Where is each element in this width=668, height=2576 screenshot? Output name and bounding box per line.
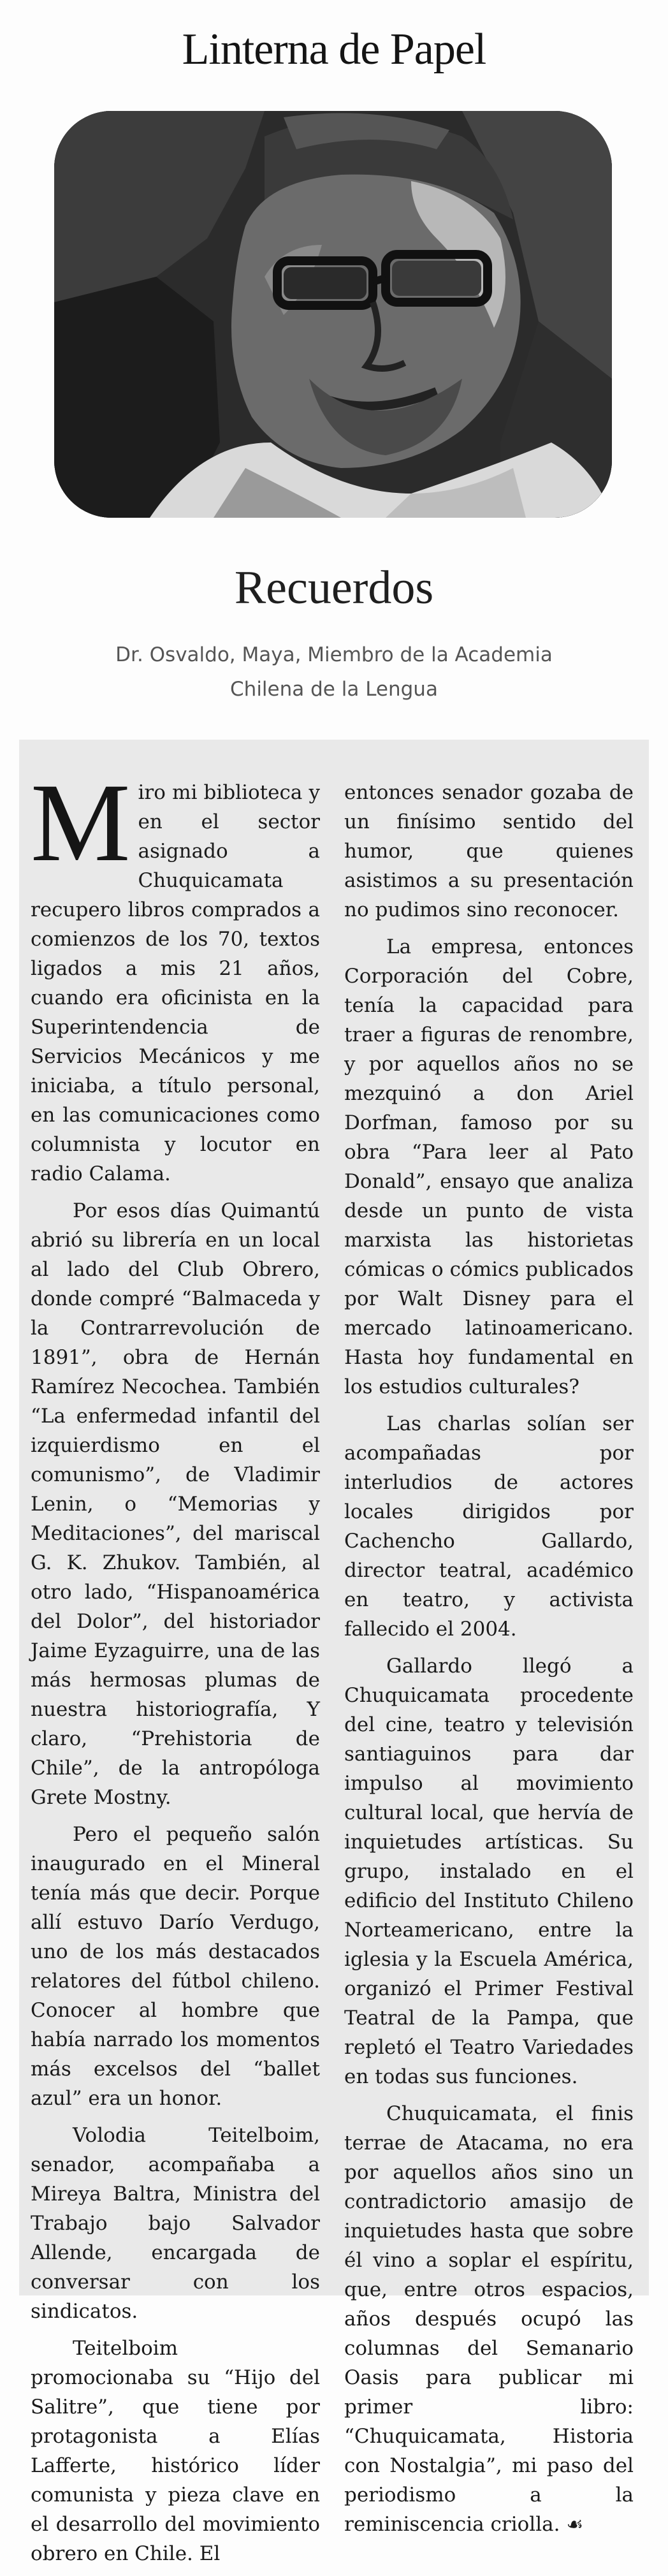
article-paragraph: Pero el pequeño salón inaugurado en el Mineral tenía más que decir. Porque allí estuvo Darío Verdugo, uno de los más destacados relatores del fútbol chileno. Conocer al hombre que había narrado los momentos más excelsos del “ballet azul” era un honor. — [31, 1823, 320, 2110]
end-mark-icon: ☙ — [566, 2514, 584, 2536]
article-byline: Dr. Osvaldo, Maya, Miembro de la Academia Chilena de la Lengua — [115, 643, 553, 701]
article-column-left — [31, 761, 320, 2576]
article-paragraph: Miro mi biblioteca y en el sector asignado a Chuquicamata recupero libros comprados a comienzos de los 70, textos ligados a mis 21 años, cuando era oficinista en la Superintendencia de Servicios Mecánicos y me iniciaba, a título personal, en las comunicaciones como columnista y locutor en radio Calama. — [31, 761, 320, 1185]
article-paragraph: entonces senador gozaba de un finísimo sentido del humor, que quienes asistimos a su presentación no pudimos sino reconocer. — [344, 781, 634, 921]
author-portrait — [54, 111, 612, 518]
article-paragraph: Chuquicamata, el finis terrae de Atacama, no era por aquellos años sino un contradictorio amasijo de inquietudes hasta que sobre él vino a soplar el espíritu, que, entre otros espacios, años después ocupó las columnas del Semanario Oasis para publicar mi primer libro: “Chuquicamata, Historia con Nostalgia”, mi paso del periodismo a la reminiscencia criolla. ☙ — [344, 2102, 634, 2536]
article-paragraph: Teitelboim promocionaba su “Hijo del Salitre”, que tiene por protagonista a Elías Lafferte, histórico líder comunista y pieza clave en el desarrollo del movimiento obrero en Chile. El — [31, 2337, 320, 2565]
article-headline: Recuerdos — [234, 562, 434, 614]
drop-cap: M — [31, 761, 131, 885]
article-column-right — [344, 778, 634, 2547]
article-paragraph: Volodia Teitelboim, senador, acompañaba a Mireya Baltra, Ministra del Trabajo bajo Salvador Allende, encargada de conversar con los sindicatos. — [31, 2124, 320, 2323]
article-paragraph: Gallardo llegó a Chuquicamata procedente del cine, teatro y televisión santiaguinos para dar impulso al movimiento cultural local, que hervía de inquietudes artísticas. Su grupo, instalado en el edificio del Instituto Chileno Norteamericano, entre la iglesia y la Escuela América, organizó el Primer Festival Teatral de la Pampa, que repletó el Teatro Variedades en todas sus funciones. — [344, 1655, 634, 2088]
article-body — [19, 740, 649, 2565]
article-paragraph: Las charlas solían ser acompañadas por interludios de actores locales dirigidos por Cachencho Gallardo, director teatral, académico en teatro, y activista fallecido el 2004. — [344, 1412, 634, 1641]
article-paragraph: Por esos días Quimantú abrió su librería en un local al lado del Club Obrero, donde compré “Balmaceda y la Contrarrevolución de 1891”, obra de Hernán Ramírez Necochea. También “La enfermedad infantil del izquierdismo en el comunismo”, de Vladimir Lenin, o “Memorias y Meditaciones”, del mariscal G. K. Zhukov. También, al otro lado, “Hispanoamérica del Dolor”, del historiador Jaime Eyzaguirre, una de las más hermosas plumas de nuestra historiografía, Y claro, “Prehistoria de Chile”, de la antropóloga Grete Mostny. — [31, 1199, 320, 1809]
section-title: Linterna de Papel — [182, 25, 486, 74]
article-paragraph: La empresa, entonces Corporación del Cobre, tenía la capacidad para traer a figuras de renombre, y por aquellos años no se mezquinó a don Ariel Dorfman, famoso por su obra “Para leer al Pato Donald”, ensayo que analiza desde un punto de vista marxista las historietas cómicas o cómics publicados por Walt Disney para el mercado latinoamericano. Hasta hoy fundamental en los estudios culturales? — [344, 935, 634, 1398]
